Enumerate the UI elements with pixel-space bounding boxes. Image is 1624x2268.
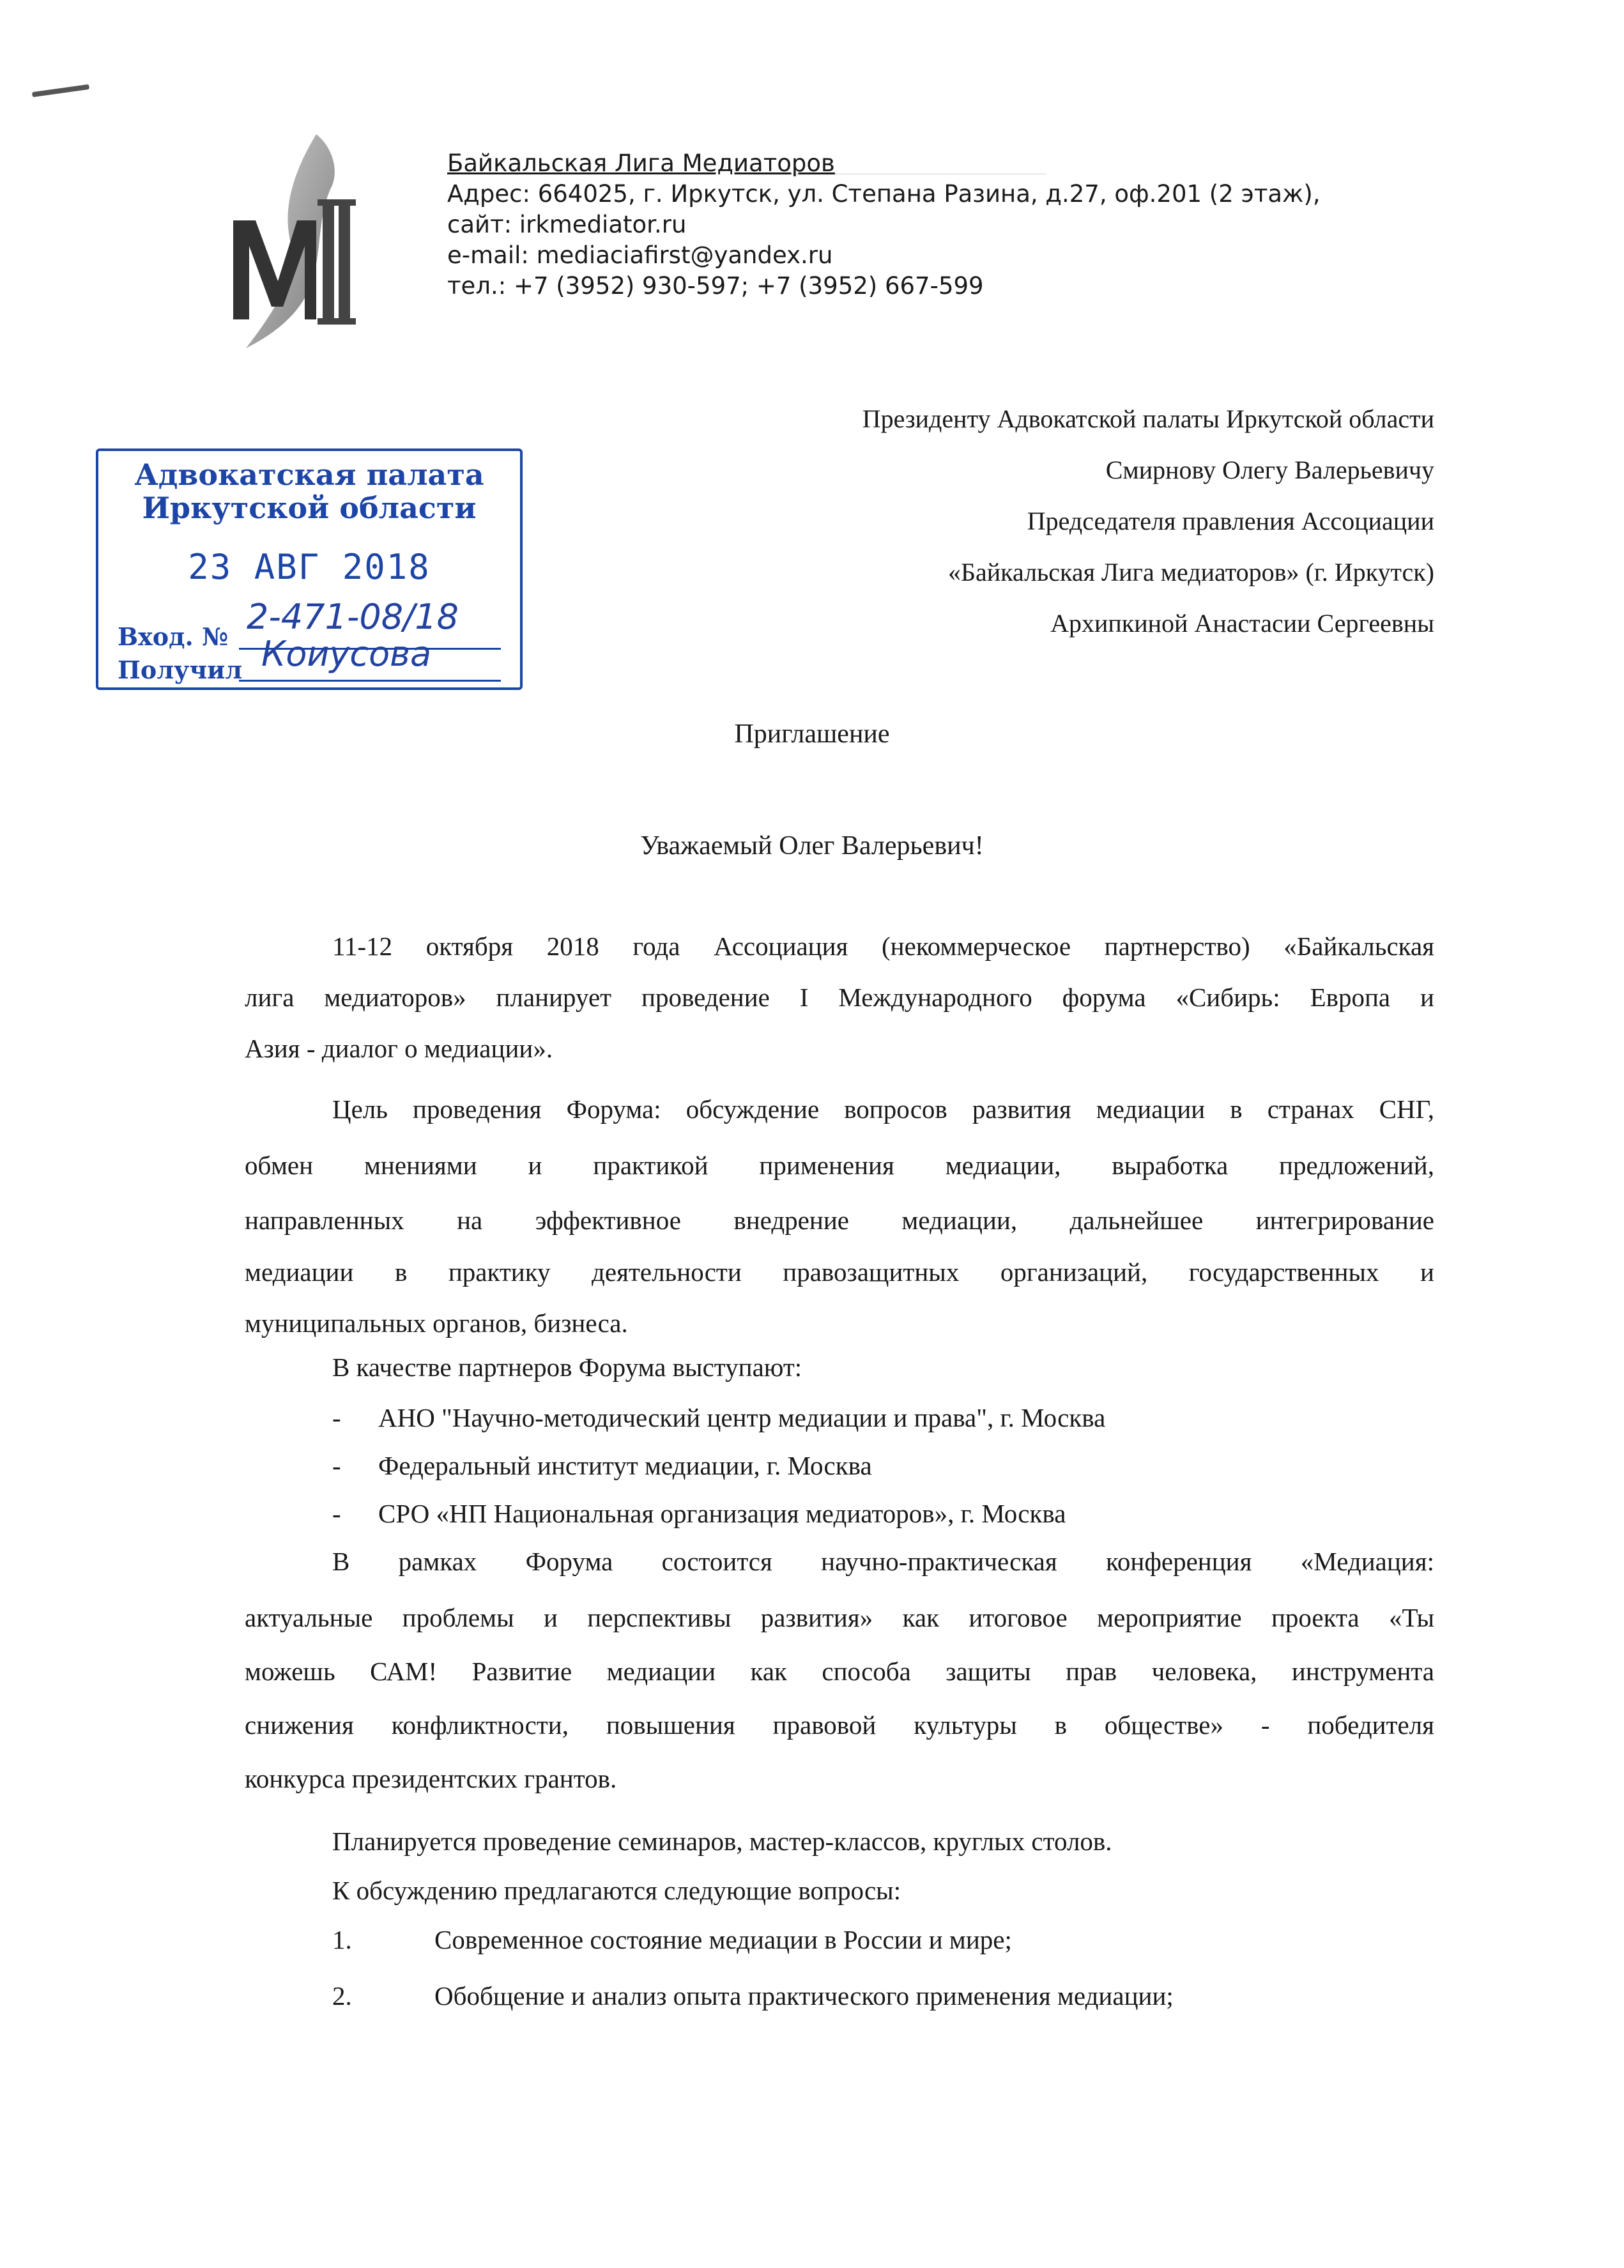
- org-address: Адрес: 664025, г. Иркутск, ул. Степана Разина, д.27, оф.201 (2 этаж),: [447, 180, 1321, 208]
- partner-2: Федеральный институт медиации, г. Москва: [378, 1451, 872, 1480]
- addressee-line-2: Смирнову Олегу Валерьевичу: [1105, 456, 1434, 484]
- p1-line-3: Азия - диалог о медиации».: [245, 1034, 553, 1063]
- mediators-league-logo: [220, 128, 371, 358]
- stamp-received-signature: Коиусова: [261, 634, 432, 674]
- org-name: Байкальская Лига Медиаторов: [447, 149, 835, 177]
- org-site: сайт: irkmediator.ru: [447, 211, 687, 238]
- p1-line-2: лига медиаторов» планирует проведение I Международного форума «Сибирь: Европа и: [245, 983, 1434, 1012]
- partners-intro: В качестве партнеров Форума выступают:: [332, 1352, 802, 1382]
- stamp-incoming-label: Вход. №: [118, 622, 229, 651]
- addressee-line-4: «Байкальская Лига медиаторов» (г. Иркутск): [948, 558, 1434, 586]
- letter-greeting: Уважаемый Олег Валерьевич!: [640, 831, 984, 861]
- org-phone: тел.: +7 (3952) 930-597; +7 (3952) 667-599: [447, 272, 984, 300]
- p2-line-1: Цель проведения Форума: обсуждение вопросов развития медиации в странах СНГ,: [332, 1094, 1434, 1124]
- addressee-line-1: Президенту Адвокатской палаты Иркутской области: [862, 404, 1434, 433]
- questions-intro: К обсуждению предлагаются следующие вопросы:: [332, 1876, 901, 1905]
- registration-stamp: [96, 448, 523, 690]
- stamp-org-line-2: Иркутской области: [142, 491, 477, 525]
- addressee-line-3: Председателя правления Ассоциации: [1027, 507, 1434, 535]
- stamp-incoming-number: 2-471-08/18: [247, 597, 459, 637]
- p2-line-4: медиации в практику деятельности правозащитных организаций, государственных и: [245, 1257, 1434, 1287]
- p2-line-5: муниципальных органов, бизнеса.: [245, 1308, 628, 1338]
- p2-line-2: обмен мнениями и практикой применения медиации, выработка предложений,: [245, 1151, 1434, 1180]
- events-line: Планируется проведение семинаров, мастер-классов, круглых столов.: [332, 1827, 1112, 1856]
- p3-line-5: конкурса президентских грантов.: [245, 1764, 617, 1793]
- partner-3: СРО «НП Национальная организация медиаторов», г. Москва: [378, 1499, 1066, 1528]
- p3-line-4: снижения конфликтности, повышения правовой культуры в обществе» - победителя: [245, 1710, 1434, 1740]
- question-2-number: 2.: [332, 1981, 352, 2011]
- p3-line-1: В рамках Форума состоится научно-практическая конференция «Медиация:: [332, 1547, 1434, 1576]
- question-1-text: Современное состояние медиации в России и мире;: [434, 1925, 1012, 1954]
- p2-line-3: направленных на эффективное внедрение медиации, дальнейшее интегрирование: [245, 1206, 1434, 1235]
- stamp-received-label: Получил: [118, 655, 243, 684]
- partner-1-dash: -: [332, 1403, 341, 1432]
- staple-mark: [32, 84, 89, 97]
- stamp-date: 23 АВГ 2018: [188, 547, 431, 587]
- stamp-org-line-1: Адвокатская палата: [134, 457, 484, 492]
- p3-line-3: можешь САМ! Развитие медиации как способа защиты прав человека, инструмента: [245, 1657, 1434, 1686]
- question-1-number: 1.: [332, 1925, 352, 1954]
- p1-line-1: 11-12 октября 2018 года Ассоциация (некоммерческое партнерство) «Байкальская: [332, 931, 1434, 961]
- org-email: e-mail: mediaciafirst@yandex.ru: [447, 241, 833, 269]
- partner-2-dash: -: [332, 1451, 341, 1480]
- bleed-through-text: ─────────────────: [754, 160, 1046, 187]
- p3-line-2: актуальные проблемы и перспективы развития» как итоговое мероприятие проекта «Ты: [245, 1603, 1434, 1632]
- partner-3-dash: -: [332, 1499, 341, 1528]
- question-2-text: Обобщение и анализ опыта практического применения медиации;: [434, 1981, 1174, 2011]
- letter-title: Приглашение: [734, 719, 890, 749]
- addressee-line-5: Архипкиной Анастасии Сергеевны: [1050, 609, 1434, 638]
- stamp-received-line: [239, 680, 501, 682]
- partner-1: АНО "Научно-методический центр медиации и права", г. Москва: [378, 1403, 1106, 1432]
